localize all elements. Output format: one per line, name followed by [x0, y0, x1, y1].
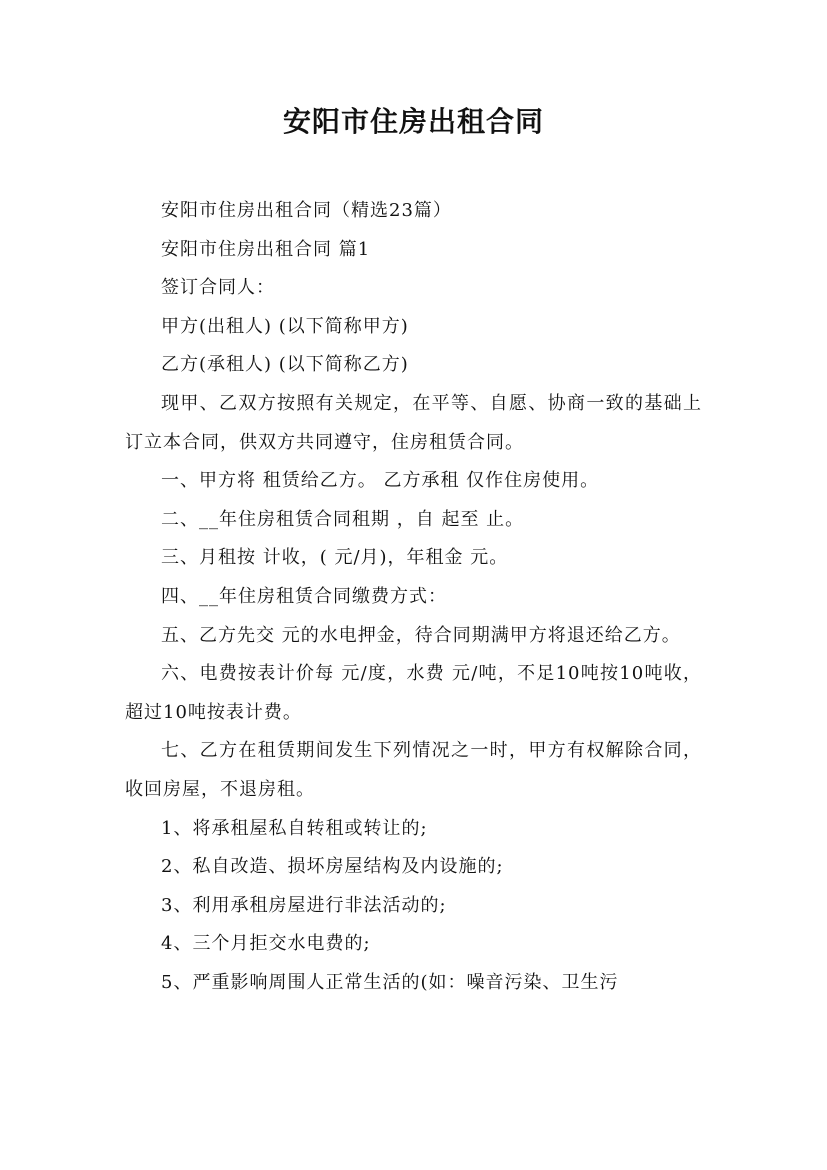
paragraph-clause-6: 六、电费按表计价每 元/度，水费 元/吨，不足10吨按10吨收，超过10吨按表计费。	[125, 663, 702, 723]
paragraph-item-1: 1、将承租屋私自转租或转让的;	[161, 817, 428, 839]
paragraph-item-5: 5、严重影响周围人正常生活的(如：噪音污染、卫生污	[161, 971, 619, 993]
paragraph-item-2: 2、私自改造、损坏房屋结构及内设施的;	[161, 856, 504, 878]
paragraph-clause-2: 二、__年住房租赁合同租期 ，自 起至 止。	[161, 508, 525, 530]
paragraph-party-b: 乙方(承租人) (以下简称乙方)	[161, 354, 409, 376]
paragraph-clause-7: 七、乙方在租赁期间发生下列情况之一时，甲方有权解除合同，收回房屋，不退房租。	[125, 740, 702, 800]
paragraph-clause-5: 五、乙方先交 元的水电押金，待合同期满甲方将退还给乙方。	[161, 624, 681, 646]
paragraph-clause-3: 三、月租按 计收，( 元/月)，年租金 元。	[161, 547, 509, 569]
paragraph-item-4: 4、三个月拒交水电费的;	[161, 933, 371, 955]
paragraph-clause-4: 四、__年住房租赁合同缴费方式：	[161, 585, 447, 607]
paragraph-subtitle: 安阳市住房出租合同（精选23篇）	[161, 200, 452, 221]
paragraph-article-heading: 安阳市住房出租合同 篇1	[161, 238, 371, 260]
paragraph-preamble: 现甲、乙双方按照有关规定，在平等、自愿、协商一致的基础上订立本合同，供双方共同遵守，住房租赁合同。	[125, 392, 702, 453]
paragraph-item-3: 3、利用承租房屋进行非法活动的;	[161, 894, 447, 916]
document-title: 安阳市住房出租合同	[282, 105, 544, 138]
paragraph-signatories: 签订合同人：	[161, 277, 275, 299]
document-body	[125, 192, 702, 1002]
paragraph-party-a: 甲方(出租人) (以下简称甲方)	[161, 315, 409, 337]
paragraph-clause-1: 一、甲方将 租赁给乙方。 乙方承租 仅作住房使用。	[161, 470, 600, 492]
